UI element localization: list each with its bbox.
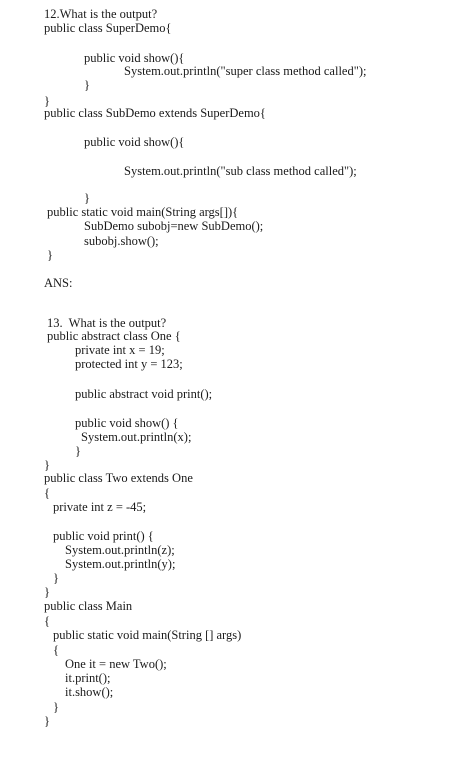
code-line: } xyxy=(44,458,50,472)
code-line: } xyxy=(84,191,90,205)
code-line: } xyxy=(47,248,53,262)
code-line: } xyxy=(84,78,90,92)
code-line: public void show(){ xyxy=(84,135,185,149)
code-line: public abstract class One { xyxy=(47,329,181,343)
code-line: public void print() { xyxy=(53,529,154,543)
code-line: public static void main(String args[]){ xyxy=(47,205,239,219)
code-line: public class Main xyxy=(44,599,133,613)
code-line: public class SuperDemo{ xyxy=(44,21,172,35)
code-line: SubDemo subobj=new SubDemo(); xyxy=(84,219,264,233)
code-line: System.out.println(z); xyxy=(65,543,175,557)
code-line: public abstract void print(); xyxy=(75,387,213,401)
answer-label: ANS: xyxy=(44,276,73,290)
code-line: public class SubDemo extends SuperDemo{ xyxy=(44,106,266,120)
code-line: { xyxy=(53,643,59,657)
code-line: } xyxy=(75,444,81,458)
code-line: subobj.show(); xyxy=(84,234,159,248)
code-line: } xyxy=(44,94,50,108)
code-line: public void show() { xyxy=(75,416,179,430)
q12-title: 12.What is the output? xyxy=(44,7,158,21)
code-line: One it = new Two(); xyxy=(65,657,167,671)
code-line: System.out.println(y); xyxy=(65,557,176,571)
code-line: private int z = -45; xyxy=(53,500,147,514)
code-line: public class Two extends One xyxy=(44,471,193,485)
code-line: } xyxy=(44,714,50,728)
code-line: it.print(); xyxy=(65,671,111,685)
code-line: } xyxy=(44,585,50,599)
code-line: } xyxy=(53,571,59,585)
code-line: System.out.println(x); xyxy=(81,430,192,444)
code-line: protected int y = 123; xyxy=(75,357,183,371)
code-line: System.out.println("super class method called"); xyxy=(124,64,367,78)
code-line: it.show(); xyxy=(65,685,114,699)
code-line: public static void main(String [] args) xyxy=(53,628,242,642)
code-line: } xyxy=(53,700,59,714)
code-line: { xyxy=(44,486,50,500)
code-line: private int x = 19; xyxy=(75,343,165,357)
code-line: { xyxy=(44,614,50,628)
q13-title: 13. What is the output? xyxy=(47,316,167,330)
code-line: public void show(){ xyxy=(84,51,185,65)
code-line: System.out.println("sub class method called"); xyxy=(124,164,357,178)
